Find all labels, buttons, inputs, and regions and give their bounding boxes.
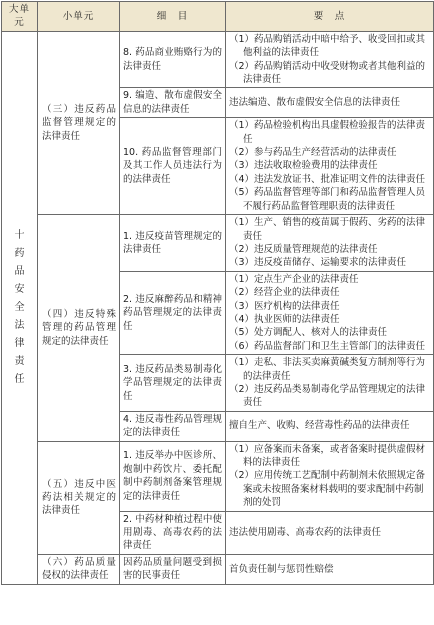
table-row	[2, 215, 434, 272]
header-subunit: 小单元	[38, 2, 120, 32]
subunit-cell: （四）违反特殊管理的药品管理规定的法律责任	[38, 215, 120, 442]
header-unit: 大单元	[2, 2, 38, 32]
points-cell	[226, 441, 434, 511]
points-cell	[226, 31, 434, 88]
point-item: （1）生产、销售的疫苗属于假药、劣药的法律责任	[229, 217, 426, 242]
subunit-cell: （六）药品质量侵权的法律责任	[38, 554, 120, 584]
point-item: 首负责任制与惩罚性赔偿	[229, 563, 334, 575]
point-item: （4）执业医师的法律责任	[229, 313, 340, 325]
header-detail: 细 目	[120, 2, 226, 32]
detail-cell: 9. 编造、散布虚假安全信息的法律责任	[120, 88, 226, 118]
detail-cell: 2. 中药材种植过程中使用剧毒、高毒农药的法律责任	[120, 511, 226, 554]
point-item: （1）定点生产企业的法律责任	[229, 273, 359, 285]
points-cell	[226, 271, 434, 354]
points-cell	[226, 554, 434, 584]
detail-cell: 3. 违反药品类易制毒化学品管理规定的法律责任	[120, 355, 226, 412]
table-row	[2, 31, 434, 88]
points-cell	[226, 118, 434, 215]
point-item: （3）医疗机构的法律责任	[229, 300, 340, 312]
header-row	[2, 2, 434, 32]
point-item: （1）药品购销活动中暗中给予、收受回扣或其他利益的法律责任	[229, 33, 426, 59]
point-item: （2）经营企业的法律责任	[229, 287, 340, 299]
points-cell	[226, 511, 434, 554]
point-item: （2）违反药品类易制毒化学品管理规定的法律责任	[229, 383, 426, 409]
point-item: （6）药品监督部门和卫生主管部门的法律责任	[229, 340, 426, 352]
detail-cell: 2. 违反麻醉药品和精神药品管理规定的法律责任	[120, 271, 226, 354]
point-item: 违法编造、散布虚假安全信息的法律责任	[229, 97, 401, 109]
point-item: （1）药品检验机构出具虚假检验报告的法律责任	[229, 120, 426, 145]
point-item: （4）违法发放证书、批准证明文件的法律责任	[229, 173, 426, 185]
point-item: （2）应用传统工艺配制中药制剂未依照规定备案或未按照备案材料载明的要求配制中药制剂的处罚	[229, 470, 426, 509]
point-item: （3）违反疫苗储存、运输要求的法律责任	[229, 257, 407, 269]
subunit-cell: （五）违反中医药法相关规定的法律责任	[38, 441, 120, 554]
point-item: （1）走私、非法买卖麻黄碱类复方制剂等行为的法律责任	[229, 357, 426, 382]
detail-cell: 因药品质量问题受到损害的民事责任	[120, 554, 226, 584]
syllabus-table	[1, 1, 434, 585]
unit-title: 十 药品安全法律责任	[14, 229, 25, 385]
point-item: （5）药品监督管理等部门和药品监督管理人员不履行药品监督管理职责的法律责任	[229, 187, 426, 212]
points-cell	[226, 215, 434, 272]
detail-cell: 1. 违反举办中医诊所、炮制中药饮片、委托配制中药制剂备案管理规定的法律责任	[120, 441, 226, 511]
points-cell	[226, 411, 434, 441]
point-item: （2）参与药品生产经营活动的法律责任	[229, 147, 397, 159]
point-item: 擅自生产、收购、经营毒性药品的法律责任	[229, 420, 410, 432]
detail-cell: 4. 违反毒性药品管理规定的法律责任	[120, 411, 226, 441]
points-cell	[226, 88, 434, 118]
point-item: （1）应备案而未备案，或者备案时提供虚假材料的法律责任	[229, 443, 426, 468]
header-points: 要 点	[226, 2, 434, 32]
table-row	[2, 441, 434, 511]
unit-cell	[2, 31, 38, 584]
detail-cell: 8. 药品商业贿赂行为的法律责任	[120, 31, 226, 88]
table-row	[2, 554, 434, 584]
detail-cell: 1. 违反疫苗管理规定的法律责任	[120, 215, 226, 272]
point-item: （2）药品购销活动中收受财物或者其他利益的法律责任	[229, 60, 426, 86]
point-item: （2）违反质量管理规范的法律责任	[229, 243, 378, 255]
point-item: （3）违法收取检验费用的法律责任	[229, 160, 378, 172]
point-item: 违法使用剧毒、高毒农药的法律责任	[229, 527, 382, 539]
point-item: （5）处方调配人、核对人的法律责任	[229, 327, 388, 339]
detail-cell: 10. 药品监督管理部门及其工作人员违法行为的法律责任	[120, 118, 226, 215]
points-cell	[226, 355, 434, 412]
subunit-cell: （三）违反药品监督管理规定的法律责任	[38, 31, 120, 214]
